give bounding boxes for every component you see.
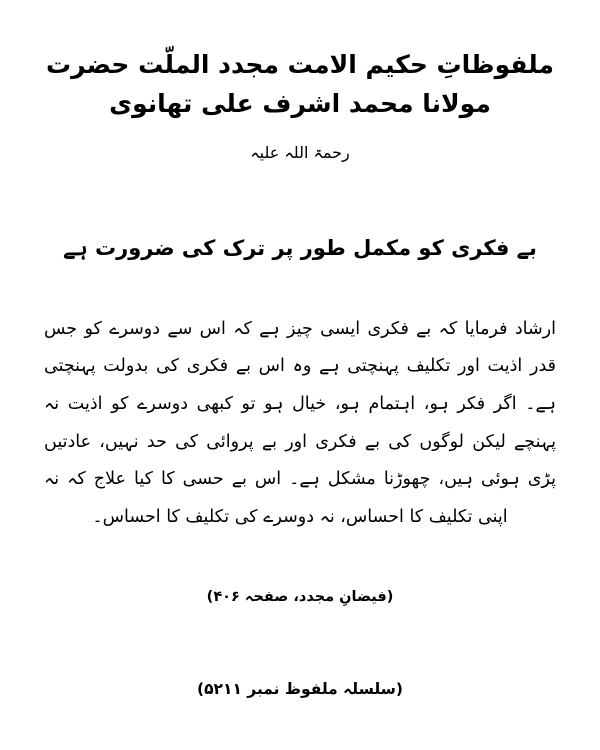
document-title: ملفوظاتِ حکیم الامت مجدد الملّت حضرت مولانا محمد اشرف علی تھانوی	[46, 50, 554, 118]
section-heading: بے فکری کو مکمل طور پر ترک کی ضرورت ہے	[63, 236, 537, 261]
source-reference: (فیضانِ مجدد، صفحہ ۴۰۶)	[206, 588, 394, 605]
document-subtitle: رحمۃ اللہ علیہ	[250, 142, 350, 162]
serial-number: (سلسلہ ملفوظ نمبر ۵۲۱۱)	[196, 680, 404, 698]
document-title-block	[34, 46, 566, 165]
body-paragraph: ارشاد فرمایا کہ بے فکری ایسی چیز ہے کہ اس سے دوسرے کو جس قدر اذیت اور تکلیف پہنچتی ہے وہ اس بے فکری کی بدولت پہنچتی ہے۔ اگر فکر ہو، اہتمام ہو، خیال ہو تو کبھی دوسرے کو اذیت نہ پہنچے لیکن لوگوں کی بے فکری اور بے پروائی کی حد نہیں، عادتیں پڑی ہوئی ہیں، چھوڑنا مشکل ہے۔ اس بے حسی کا کیا علاج کہ نہ اپنی تکلیف کا احساس، نہ دوسرے کی تکلیف کا احساس۔	[44, 318, 556, 527]
